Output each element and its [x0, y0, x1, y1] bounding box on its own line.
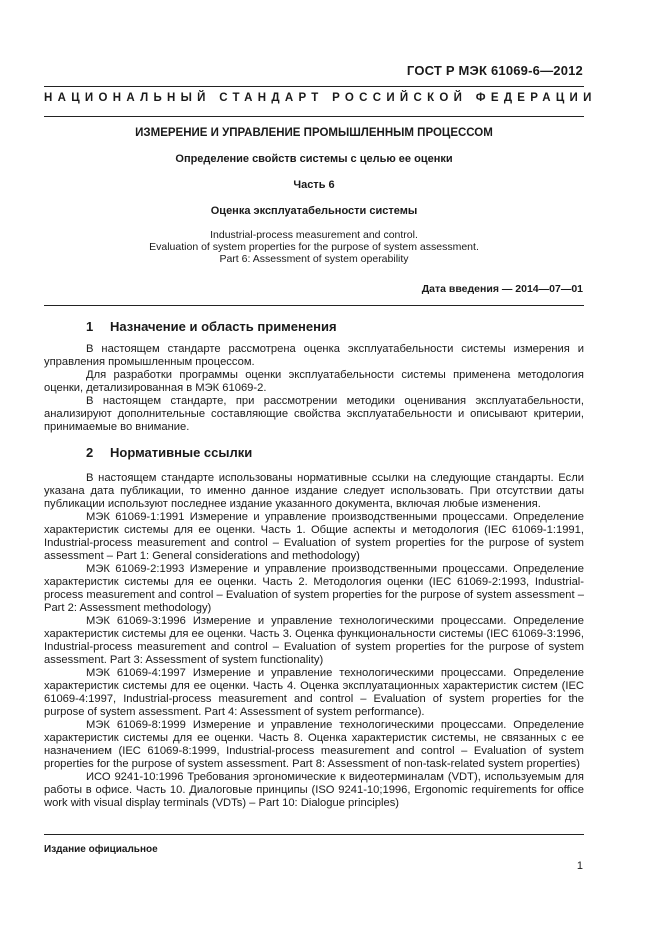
section-number: 2 — [86, 445, 94, 460]
section-number: 1 — [86, 319, 94, 334]
standard-code: ГОСТ Р МЭК 61069-6—2012 — [406, 63, 583, 78]
section-title: Назначение и область применения — [110, 319, 337, 334]
paragraph: В настоящем стандарте, при рассмотрении методики оценивания эксплуатабельности, анализируют дополнительные составляющие свойства эксплуатабельности и описывают критерии, принимаемые во внимание. — [44, 395, 584, 433]
paragraph: В настоящем стандарте рассмотрена оценка эксплуатабельности системы измерения и управления промышленным процессом. — [44, 343, 584, 368]
reference-entry: МЭК 61069-8:1999 Измерение и управление технологическими процессами. Определение характеристик системы для ее оценки. Часть 8. Оценка характеристик системы, не связанных с ее назначением (IEC 61069-8:1999, Industrial-process measurement and control – Evaluation of system properties for the purpose of system assessment. Part 8: Assessment of non-task-related system properties) — [44, 719, 584, 770]
english-title — [44, 229, 584, 265]
section-2-body — [44, 472, 584, 810]
date-rule — [44, 305, 584, 306]
header-rule-bottom — [44, 116, 584, 117]
paragraph: Для разработки программы оценки эксплуатабельности системы применена методология оценки, детализированная в МЭК 61069-2. — [44, 369, 584, 394]
reference-entry: МЭК 61069-1:1991 Измерение и управление производственными процессами. Определение характеристик системы для ее оценки. Часть 1. Общие аспекты и методология (IEC 61069-1:1991, Industrial-process measurement and control – Evaluation of system properties for the purpose of system assessment – Part 1: General considerations and methodology) — [44, 511, 584, 562]
document-title-line2: Определение свойств системы с целью ее оценки — [175, 153, 453, 165]
reference-entry: ИСО 9241-10:1996 Требования эргономические к видеотерминалам (VDT), используемым для работы в офисе. Часть 10. Диалоговые принципы (ISO 9241-10;1996, Ergonomic requirements for office work with visual display terminals (VDTs) – Part 10: Dialogue principles) — [44, 771, 584, 809]
edition-label: Издание официальное — [44, 844, 158, 855]
section-2-heading — [86, 445, 252, 460]
paragraph: В настоящем стандарте использованы нормативные ссылки на следующие стандарты. Если указана дата публикации, то именно данное издание следует использовать. При отсутствии даты публикации используют последнее издание указанного документа, включая любые изменения. — [44, 472, 584, 510]
section-1-heading — [86, 319, 337, 334]
effective-date: Дата введения — 2014—07—01 — [421, 283, 583, 295]
footer-rule — [44, 834, 584, 835]
page-number: 1 — [576, 860, 583, 872]
national-standard-banner: НАЦИОНАЛЬНЫЙ СТАНДАРТ РОССИЙСКОЙ ФЕДЕРАЦИИ — [44, 92, 597, 104]
reference-entry: МЭК 61069-2:1993 Измерение и управление производственными процессами. Определение характеристик системы для ее оценки. Часть 2. Методология оценки (IEC 61069-2:1993, Industrial-process measurement and control – Evaluation of system properties for the purpose of system assessment – Part 2: Assessment methodology) — [44, 563, 584, 614]
part-number: Часть 6 — [293, 179, 335, 191]
document-title: ИЗМЕРЕНИЕ И УПРАВЛЕНИЕ ПРОМЫШЛЕННЫМ ПРОЦЕССОМ — [135, 127, 493, 139]
english-title-line: Evaluation of system properties for the purpose of system assessment. — [149, 241, 479, 253]
part-title: Оценка эксплуатабельности системы — [210, 205, 418, 217]
english-title-line: Industrial-process measurement and control. — [210, 229, 418, 241]
header-rule-top — [44, 86, 584, 87]
section-title: Нормативные ссылки — [110, 445, 253, 460]
section-1-body — [44, 343, 584, 434]
english-title-line: Part 6: Assessment of system operability — [219, 253, 409, 265]
reference-entry: МЭК 61069-3:1996 Измерение и управление технологическими процессами. Определение характеристик системы для ее оценки. Часть 3. Оценка функциональности системы (IEC 61069-3:1996, Industrial-process measurement and control – Evaluation of system properties for the purpose of system assessment. Part 3: Assessment of system functionality) — [44, 615, 584, 666]
reference-entry: МЭК 61069-4:1997 Измерение и управление технологическими процессами. Определение характеристик системы для ее оценки. Часть 4. Оценка эксплуатационных характеристик систем (IEC 61069-4:1997, Industrial-process measurement and control – Evaluation of system properties for the purpose of system assessment. Part 4: Assessment of system performance). — [44, 667, 584, 718]
